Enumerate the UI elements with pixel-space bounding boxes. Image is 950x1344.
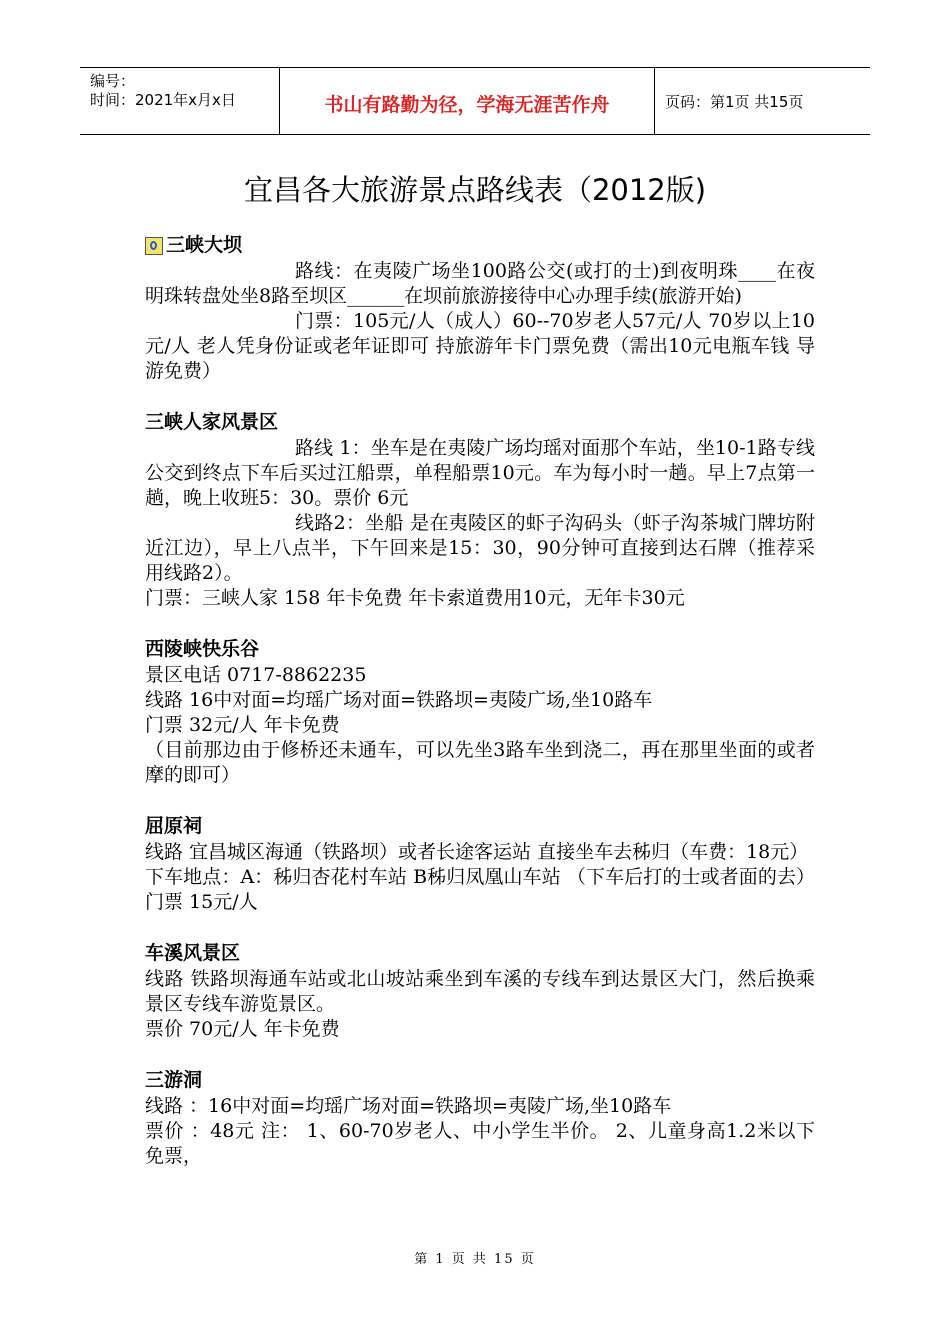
header-meta [80,68,280,134]
route-text: 路线 1：坐车是在夷陵广场均瑶对面那个车站，坐10-1路专线公交到终点下车后买过江船票，单程船票10元。车为每小时一趟。早上7点第一趟，晚上收班5：30。票价 6元 [145,437,815,509]
route-text: 路线：在夷陵广场坐100路公交(或打的士)到夜明珠____在夜明珠转盘处坐8路至坝区______在坝前旅游接待中心办理手续(旅游开始) [145,260,815,307]
ticket-text: 门票 32元/人 年卡免费 [145,714,340,736]
page-footer: 第 1 页 共 15 页 [414,1252,536,1267]
route-text: 线路 铁路坝海通车站或北山坡站乘坐到车溪的专线车到达景区大门，然后换乘景区专线车游览景区。 [145,968,815,1015]
ticket-text: 票价 ：48元 注： 1、60-70岁老人、中小学生半价。 2、儿童身高1.2米以下免票， [145,1120,815,1167]
section-heading [145,1067,815,1094]
section-three-gorges-dam [145,232,815,384]
section-heading [145,409,815,436]
header-motto: 书山有路勤为径，学海无涯苦作舟 [280,68,655,134]
route-text: 线路 16中对面=均瑶广场对面=铁路坝=夷陵广场,坐10路车 [145,689,653,711]
ticket-text: 门票：三峡人家 158 年卡免费 年卡索道费用10元，无年卡30元 [145,587,685,609]
section-heading [145,232,815,259]
section-title: 车溪风景区 [145,942,241,964]
section-chexi-scenic-area [145,940,815,1042]
document-body [145,232,815,1194]
section-heading [145,940,815,967]
page-header [80,67,870,135]
bookmark-icon [145,237,163,255]
section-heading [145,813,815,840]
header-page-info: 页码：第1页 共15页 [665,92,804,111]
ticket-text: 票价 70元/人 年卡免费 [145,1018,340,1040]
header-time: 时间：2021年x月x日 [90,91,236,109]
route-text: 线路 ：16中对面=均瑶广场对面=铁路坝=夷陵广场,坐10路车 [145,1095,672,1117]
phone-text: 景区电话 0717-8862235 [145,664,367,686]
section-title: 三峡人家风景区 [145,411,279,433]
note-text: （目前那边由于修桥还未通车，可以先坐3路车坐到浇二，再在那里坐面的或者摩的即可） [145,739,815,786]
document-title: 宜昌各大旅游景点路线表（2012版) [243,173,707,207]
section-title: 三峡大坝 [166,234,243,256]
route-text: 线路2：坐船 是在夷陵区的虾子沟码头（虾子沟茶城门牌坊附近江边），早上八点半，下午回来是15：30，90分钟可直接到达石牌（推荐采用线路2）。 [145,512,815,584]
section-qu-yuan-temple [145,813,815,915]
section-xiling-happy-valley [145,636,815,788]
header-number: 编号： [90,72,136,90]
ticket-text: 门票：105元/人（成人）60--70岁老人57元/人 70岁以上10元/人 老人凭身份证或老年证即可 持旅游年卡门票免费（需出10元电瓶车钱 导游免费） [145,310,815,382]
section-title: 屈原祠 [145,815,203,837]
route-text: 线路 宜昌城区海通（铁路坝）或者长途客运站 直接坐车去秭归（车费：18元） [145,841,809,863]
section-heading [145,636,815,663]
section-title: 三游洞 [145,1069,203,1091]
section-three-gorges-tribe [145,409,815,611]
stop-text: 下车地点：A：秭归杏花村车站 B秭归凤凰山车站 （下车后打的士或者面的去） 门票 15元/人 [145,866,815,913]
section-sanyou-cave [145,1067,815,1169]
section-title: 西陵峡快乐谷 [145,638,260,660]
